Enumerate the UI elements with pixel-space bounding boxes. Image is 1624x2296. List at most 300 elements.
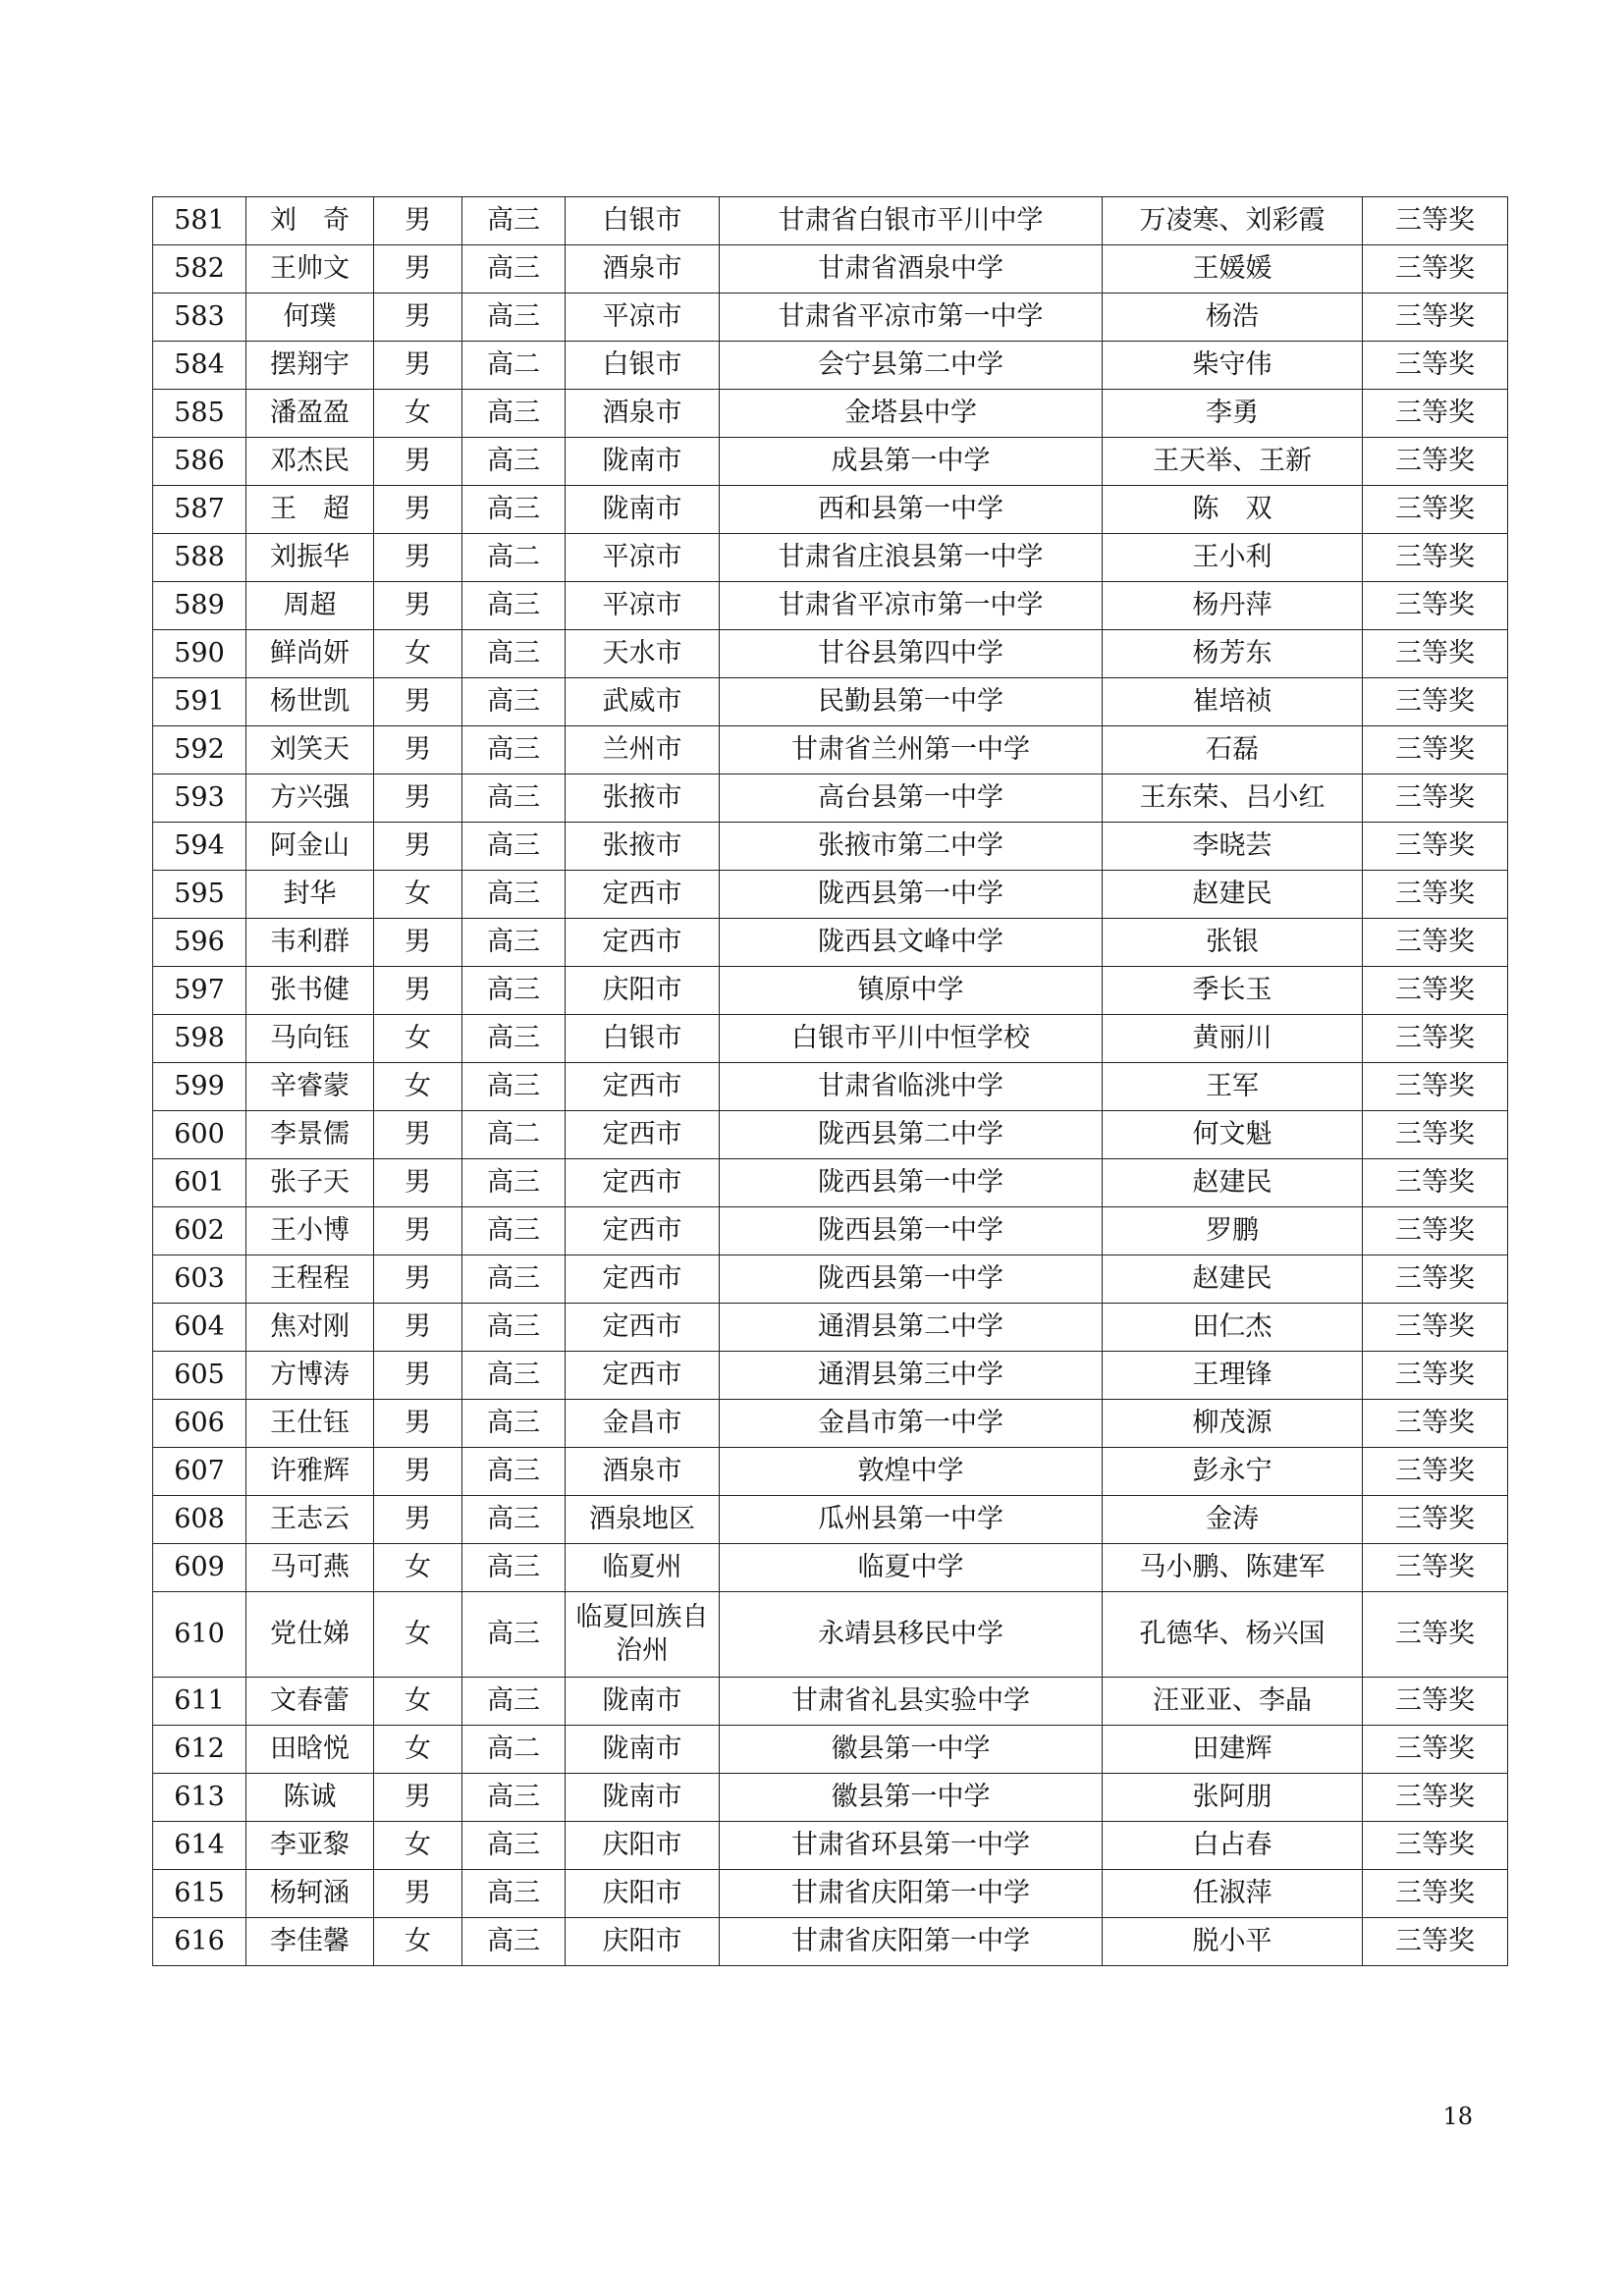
cell-city: 兰州市 [566,726,720,774]
cell-grade: 高三 [462,1352,566,1400]
cell-city: 定西市 [566,1352,720,1400]
cell-name: 杨轲涵 [246,1870,374,1918]
cell-grade: 高三 [462,486,566,534]
table-row [153,390,1508,438]
cell-city: 庆阳市 [566,1822,720,1870]
cell-school: 甘肃省平凉市第一中学 [720,294,1103,342]
cell-grade: 高三 [462,678,566,726]
cell-name: 鲜尚妍 [246,630,374,678]
cell-award: 三等奖 [1363,1400,1508,1448]
cell-name: 张书健 [246,967,374,1015]
cell-school: 白银市平川中恒学校 [720,1015,1103,1063]
cell-school: 会宁县第二中学 [720,342,1103,390]
cell-teacher: 王天举、王新 [1103,438,1363,486]
cell-award: 三等奖 [1363,1592,1508,1678]
cell-teacher: 李晓芸 [1103,823,1363,871]
cell-number: 615 [153,1870,246,1918]
cell-award: 三等奖 [1363,871,1508,919]
cell-school: 临夏中学 [720,1544,1103,1592]
cell-city: 天水市 [566,630,720,678]
cell-name: 王小博 [246,1207,374,1255]
table-row [153,1159,1508,1207]
cell-number: 616 [153,1918,246,1966]
awards-table [152,196,1508,1966]
cell-grade: 高三 [462,1774,566,1822]
table-row [153,774,1508,823]
cell-name: 党仕娣 [246,1592,374,1678]
cell-school: 瓜州县第一中学 [720,1496,1103,1544]
cell-award: 三等奖 [1363,1111,1508,1159]
cell-grade: 高三 [462,294,566,342]
cell-city: 定西市 [566,1159,720,1207]
cell-gender: 男 [374,774,462,823]
cell-number: 597 [153,967,246,1015]
cell-gender: 女 [374,630,462,678]
cell-grade: 高三 [462,1304,566,1352]
cell-city: 庆阳市 [566,1870,720,1918]
table-row [153,1448,1508,1496]
cell-gender: 女 [374,1678,462,1726]
cell-award: 三等奖 [1363,1159,1508,1207]
cell-city: 白银市 [566,197,720,245]
cell-city: 平凉市 [566,582,720,630]
cell-gender: 男 [374,967,462,1015]
cell-award: 三等奖 [1363,1448,1508,1496]
cell-city: 平凉市 [566,294,720,342]
cell-gender: 女 [374,1822,462,1870]
cell-city: 定西市 [566,871,720,919]
cell-city: 庆阳市 [566,1918,720,1966]
cell-school: 甘肃省白银市平川中学 [720,197,1103,245]
cell-award: 三等奖 [1363,390,1508,438]
cell-number: 612 [153,1726,246,1774]
cell-school: 徽县第一中学 [720,1774,1103,1822]
cell-teacher: 陈 双 [1103,486,1363,534]
cell-number: 604 [153,1304,246,1352]
table-row [153,967,1508,1015]
cell-gender: 男 [374,294,462,342]
cell-number: 613 [153,1774,246,1822]
cell-teacher: 万凌寒、刘彩霞 [1103,197,1363,245]
cell-grade: 高三 [462,1448,566,1496]
cell-grade: 高三 [462,1015,566,1063]
cell-gender: 女 [374,1015,462,1063]
cell-grade: 高三 [462,630,566,678]
cell-award: 三等奖 [1363,197,1508,245]
cell-grade: 高三 [462,774,566,823]
cell-grade: 高三 [462,1678,566,1726]
cell-teacher: 黄丽川 [1103,1015,1363,1063]
cell-gender: 男 [374,1870,462,1918]
cell-teacher: 杨芳东 [1103,630,1363,678]
cell-gender: 男 [374,1496,462,1544]
cell-award: 三等奖 [1363,1678,1508,1726]
cell-school: 甘肃省酒泉中学 [720,245,1103,294]
cell-school: 民勤县第一中学 [720,678,1103,726]
table-row [153,294,1508,342]
cell-gender: 男 [374,245,462,294]
cell-gender: 男 [374,726,462,774]
cell-gender: 女 [374,1063,462,1111]
cell-name: 陈诚 [246,1774,374,1822]
cell-award: 三等奖 [1363,678,1508,726]
table-row [153,726,1508,774]
cell-number: 588 [153,534,246,582]
cell-school: 高台县第一中学 [720,774,1103,823]
cell-city: 白银市 [566,342,720,390]
cell-name: 邓杰民 [246,438,374,486]
cell-teacher: 赵建民 [1103,1159,1363,1207]
cell-school: 通渭县第三中学 [720,1352,1103,1400]
cell-name: 方博涛 [246,1352,374,1400]
cell-grade: 高三 [462,438,566,486]
cell-gender: 女 [374,1918,462,1966]
cell-number: 596 [153,919,246,967]
cell-gender: 女 [374,1726,462,1774]
cell-grade: 高三 [462,1255,566,1304]
cell-gender: 男 [374,582,462,630]
cell-teacher: 白占春 [1103,1822,1363,1870]
cell-grade: 高三 [462,1544,566,1592]
cell-school: 成县第一中学 [720,438,1103,486]
cell-number: 589 [153,582,246,630]
cell-name: 王 超 [246,486,374,534]
cell-award: 三等奖 [1363,774,1508,823]
cell-school: 镇原中学 [720,967,1103,1015]
cell-gender: 女 [374,1592,462,1678]
cell-teacher: 孔德华、杨兴国 [1103,1592,1363,1678]
cell-teacher: 崔培祯 [1103,678,1363,726]
cell-grade: 高三 [462,1063,566,1111]
cell-gender: 男 [374,1111,462,1159]
cell-school: 徽县第一中学 [720,1726,1103,1774]
cell-school: 甘肃省庆阳第一中学 [720,1918,1103,1966]
cell-award: 三等奖 [1363,967,1508,1015]
cell-teacher: 柴守伟 [1103,342,1363,390]
cell-number: 591 [153,678,246,726]
cell-award: 三等奖 [1363,534,1508,582]
cell-award: 三等奖 [1363,294,1508,342]
cell-teacher: 石磊 [1103,726,1363,774]
cell-gender: 男 [374,1352,462,1400]
cell-number: 593 [153,774,246,823]
table-row [153,1304,1508,1352]
table-row [153,534,1508,582]
table-row [153,919,1508,967]
cell-number: 581 [153,197,246,245]
cell-number: 601 [153,1159,246,1207]
cell-award: 三等奖 [1363,823,1508,871]
cell-name: 李亚黎 [246,1822,374,1870]
cell-name: 马可燕 [246,1544,374,1592]
cell-teacher: 张银 [1103,919,1363,967]
cell-school: 甘肃省平凉市第一中学 [720,582,1103,630]
cell-name: 李佳馨 [246,1918,374,1966]
table-row [153,1400,1508,1448]
cell-gender: 女 [374,1544,462,1592]
cell-name: 王志云 [246,1496,374,1544]
cell-school: 甘肃省临洮中学 [720,1063,1103,1111]
cell-school: 金昌市第一中学 [720,1400,1103,1448]
cell-grade: 高三 [462,1822,566,1870]
cell-teacher: 季长玉 [1103,967,1363,1015]
cell-grade: 高三 [462,871,566,919]
table-row [153,1678,1508,1726]
cell-number: 598 [153,1015,246,1063]
table-row [153,245,1508,294]
cell-teacher: 王东荣、吕小红 [1103,774,1363,823]
cell-grade: 高二 [462,1111,566,1159]
cell-city: 庆阳市 [566,967,720,1015]
cell-gender: 男 [374,823,462,871]
cell-number: 599 [153,1063,246,1111]
cell-teacher: 张阿朋 [1103,1774,1363,1822]
cell-city: 临夏回族自治州 [566,1592,720,1678]
cell-school: 甘谷县第四中学 [720,630,1103,678]
cell-gender: 男 [374,1207,462,1255]
cell-gender: 男 [374,486,462,534]
cell-name: 周超 [246,582,374,630]
cell-name: 刘笑天 [246,726,374,774]
cell-city: 酒泉市 [566,245,720,294]
table-row [153,1111,1508,1159]
cell-school: 陇西县第一中学 [720,871,1103,919]
table-row [153,1726,1508,1774]
cell-grade: 高三 [462,1159,566,1207]
cell-award: 三等奖 [1363,245,1508,294]
cell-name: 文春蕾 [246,1678,374,1726]
cell-number: 605 [153,1352,246,1400]
table-row [153,678,1508,726]
cell-grade: 高二 [462,534,566,582]
cell-grade: 高三 [462,823,566,871]
cell-gender: 男 [374,919,462,967]
cell-number: 600 [153,1111,246,1159]
cell-city: 白银市 [566,1015,720,1063]
table-row [153,1352,1508,1400]
table-row [153,342,1508,390]
cell-number: 582 [153,245,246,294]
cell-city: 临夏州 [566,1544,720,1592]
cell-school: 甘肃省庆阳第一中学 [720,1870,1103,1918]
cell-city: 定西市 [566,1063,720,1111]
table-row [153,823,1508,871]
cell-grade: 高三 [462,1400,566,1448]
cell-gender: 男 [374,1400,462,1448]
cell-teacher: 田仁杰 [1103,1304,1363,1352]
cell-number: 606 [153,1400,246,1448]
cell-gender: 男 [374,1774,462,1822]
cell-award: 三等奖 [1363,726,1508,774]
cell-school: 陇西县第一中学 [720,1255,1103,1304]
cell-grade: 高三 [462,245,566,294]
cell-name: 刘振华 [246,534,374,582]
cell-teacher: 赵建民 [1103,1255,1363,1304]
cell-name: 刘 奇 [246,197,374,245]
cell-grade: 高三 [462,1496,566,1544]
cell-number: 587 [153,486,246,534]
cell-award: 三等奖 [1363,1015,1508,1063]
cell-school: 陇西县文峰中学 [720,919,1103,967]
cell-city: 张掖市 [566,774,720,823]
cell-gender: 男 [374,534,462,582]
cell-gender: 男 [374,1255,462,1304]
cell-award: 三等奖 [1363,1544,1508,1592]
cell-school: 张掖市第二中学 [720,823,1103,871]
cell-award: 三等奖 [1363,1304,1508,1352]
cell-name: 李景儒 [246,1111,374,1159]
cell-grade: 高三 [462,390,566,438]
cell-school: 甘肃省礼县实验中学 [720,1678,1103,1726]
cell-teacher: 田建辉 [1103,1726,1363,1774]
cell-award: 三等奖 [1363,919,1508,967]
cell-name: 何璞 [246,294,374,342]
awards-table-body [153,197,1508,1966]
table-row [153,1592,1508,1678]
cell-teacher: 汪亚亚、李晶 [1103,1678,1363,1726]
cell-grade: 高二 [462,342,566,390]
cell-school: 敦煌中学 [720,1448,1103,1496]
cell-teacher: 彭永宁 [1103,1448,1363,1496]
cell-school: 陇西县第一中学 [720,1207,1103,1255]
cell-school: 陇西县第一中学 [720,1159,1103,1207]
cell-teacher: 罗鹏 [1103,1207,1363,1255]
cell-grade: 高三 [462,582,566,630]
cell-number: 583 [153,294,246,342]
cell-number: 614 [153,1822,246,1870]
cell-school: 陇西县第二中学 [720,1111,1103,1159]
cell-grade: 高三 [462,967,566,1015]
cell-number: 608 [153,1496,246,1544]
cell-award: 三等奖 [1363,1726,1508,1774]
cell-gender: 男 [374,197,462,245]
cell-city: 酒泉地区 [566,1496,720,1544]
table-row [153,1063,1508,1111]
table-row [153,486,1508,534]
cell-school: 甘肃省环县第一中学 [720,1822,1103,1870]
cell-name: 王帅文 [246,245,374,294]
cell-name: 王仕钰 [246,1400,374,1448]
cell-city: 陇南市 [566,1678,720,1726]
cell-award: 三等奖 [1363,1255,1508,1304]
cell-teacher: 柳茂源 [1103,1400,1363,1448]
cell-name: 王程程 [246,1255,374,1304]
cell-city: 定西市 [566,919,720,967]
cell-city: 定西市 [566,1304,720,1352]
cell-teacher: 赵建民 [1103,871,1363,919]
cell-city: 武威市 [566,678,720,726]
table-row [153,1255,1508,1304]
cell-school: 通渭县第二中学 [720,1304,1103,1352]
cell-number: 607 [153,1448,246,1496]
cell-gender: 女 [374,871,462,919]
cell-grade: 高三 [462,197,566,245]
cell-city: 陇南市 [566,438,720,486]
cell-number: 603 [153,1255,246,1304]
cell-number: 609 [153,1544,246,1592]
cell-teacher: 李勇 [1103,390,1363,438]
cell-number: 611 [153,1678,246,1726]
cell-grade: 高三 [462,1207,566,1255]
cell-grade: 高三 [462,1918,566,1966]
cell-gender: 男 [374,678,462,726]
cell-city: 酒泉市 [566,1448,720,1496]
cell-city: 定西市 [566,1255,720,1304]
cell-grade: 高三 [462,919,566,967]
page-number: 18 [1442,2103,1473,2130]
cell-teacher: 金涛 [1103,1496,1363,1544]
table-row [153,582,1508,630]
cell-city: 张掖市 [566,823,720,871]
cell-city: 酒泉市 [566,390,720,438]
table-row [153,630,1508,678]
table-row [153,1544,1508,1592]
table-row [153,197,1508,245]
table-row [153,1774,1508,1822]
table-row [153,438,1508,486]
cell-award: 三等奖 [1363,1496,1508,1544]
table-row [153,1496,1508,1544]
cell-teacher: 杨丹萍 [1103,582,1363,630]
cell-gender: 男 [374,438,462,486]
cell-number: 602 [153,1207,246,1255]
cell-name: 杨世凯 [246,678,374,726]
cell-grade: 高三 [462,1592,566,1678]
cell-teacher: 何文魁 [1103,1111,1363,1159]
cell-gender: 男 [374,342,462,390]
table-row [153,1822,1508,1870]
cell-school: 甘肃省兰州第一中学 [720,726,1103,774]
cell-gender: 男 [374,1159,462,1207]
cell-name: 辛睿蒙 [246,1063,374,1111]
cell-award: 三等奖 [1363,1063,1508,1111]
cell-grade: 高二 [462,1726,566,1774]
cell-name: 韦利群 [246,919,374,967]
cell-award: 三等奖 [1363,630,1508,678]
cell-number: 595 [153,871,246,919]
cell-award: 三等奖 [1363,1207,1508,1255]
cell-teacher: 任淑萍 [1103,1870,1363,1918]
cell-gender: 女 [374,390,462,438]
cell-teacher: 王小利 [1103,534,1363,582]
cell-number: 610 [153,1592,246,1678]
cell-number: 594 [153,823,246,871]
cell-school: 金塔县中学 [720,390,1103,438]
table-row [153,871,1508,919]
cell-number: 586 [153,438,246,486]
cell-name: 焦对刚 [246,1304,374,1352]
cell-city: 陇南市 [566,1774,720,1822]
cell-name: 阿金山 [246,823,374,871]
cell-name: 张子天 [246,1159,374,1207]
cell-city: 金昌市 [566,1400,720,1448]
cell-grade: 高三 [462,726,566,774]
cell-name: 马向钰 [246,1015,374,1063]
cell-city: 定西市 [566,1111,720,1159]
cell-award: 三等奖 [1363,1822,1508,1870]
cell-grade: 高三 [462,1870,566,1918]
cell-city: 平凉市 [566,534,720,582]
table-row [153,1015,1508,1063]
cell-award: 三等奖 [1363,438,1508,486]
cell-award: 三等奖 [1363,342,1508,390]
cell-name: 许雅辉 [246,1448,374,1496]
cell-teacher: 脱小平 [1103,1918,1363,1966]
cell-gender: 男 [374,1448,462,1496]
cell-award: 三等奖 [1363,1870,1508,1918]
cell-number: 585 [153,390,246,438]
cell-award: 三等奖 [1363,582,1508,630]
